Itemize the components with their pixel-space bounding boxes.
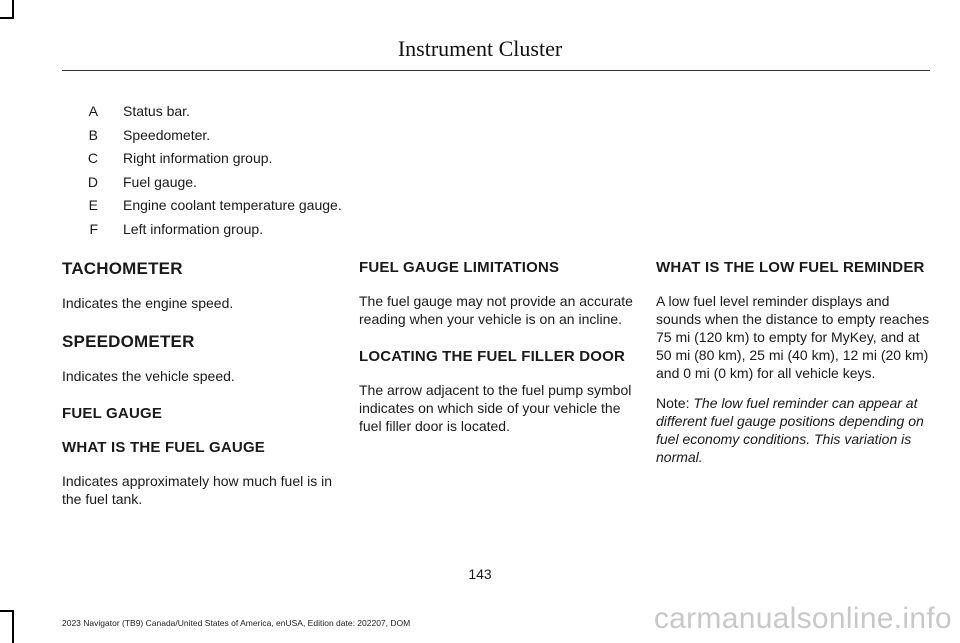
legend-item bbox=[62, 149, 382, 173]
legend-item bbox=[62, 173, 382, 197]
legend-letter: F bbox=[89, 220, 98, 237]
edition-footer: 2023 Navigator (TB9) Canada/United States of America, enUSA, Edition date: 202207, DOM bbox=[62, 618, 411, 628]
legend-letter: B bbox=[88, 126, 98, 143]
page-number: 143 bbox=[468, 566, 492, 582]
fuel-filler-door-text: The arrow adjacent to the fuel pump symbol indicates on which side of your vehicle the fuel filler door is located. bbox=[359, 382, 632, 434]
header-divider bbox=[62, 70, 930, 71]
note-text: The low fuel reminder can appear at different fuel gauge positions depending on fuel economy conditions. This variation is normal. bbox=[656, 395, 924, 465]
legend-letter: C bbox=[87, 150, 98, 166]
column-middle bbox=[359, 258, 639, 454]
figure-legend bbox=[62, 102, 382, 243]
legend-item bbox=[62, 126, 382, 150]
crop-mark-top-left-v bbox=[12, 0, 14, 18]
legend-item bbox=[62, 196, 382, 220]
legend-letter: A bbox=[88, 103, 98, 119]
crop-mark-top-left-h bbox=[0, 17, 14, 19]
tachometer-heading: TACHOMETER bbox=[62, 259, 183, 278]
legend-item bbox=[62, 102, 382, 126]
legend-text: Left information group. bbox=[123, 220, 264, 237]
legend-letter: E bbox=[88, 197, 98, 213]
page-title: Instrument Cluster bbox=[397, 36, 563, 61]
crop-mark-bottom-left-v bbox=[12, 610, 14, 643]
legend-text: Status bar. bbox=[123, 103, 190, 119]
legend-item bbox=[62, 220, 382, 244]
column-right bbox=[656, 258, 936, 485]
low-fuel-reminder-text: A low fuel level reminder displays and sounds when the distance to empty reaches 75 mi (120 km) to empty for MyKey, and at 50 mi (80 km), 25 mi (40 km), 12 mi (20 km) and 0 mi (0 km) for all vehicle keys. bbox=[656, 293, 930, 381]
fuel-gauge-limitations-heading: FUEL GAUGE LIMITATIONS bbox=[359, 259, 560, 276]
note-label: Note: bbox=[656, 395, 690, 411]
low-fuel-note bbox=[656, 394, 936, 466]
what-is-fuel-gauge-text: Indicates approximately how much fuel is in the fuel tank. bbox=[62, 473, 333, 507]
tachometer-text: Indicates the engine speed. bbox=[62, 295, 234, 311]
low-fuel-reminder-heading: WHAT IS THE LOW FUEL REMINDER bbox=[656, 259, 925, 276]
fuel-filler-door-heading: LOCATING THE FUEL FILLER DOOR bbox=[359, 348, 626, 365]
column-left bbox=[62, 258, 342, 527]
speedometer-text: Indicates the vehicle speed. bbox=[62, 368, 235, 384]
crop-mark-bottom-left-h bbox=[0, 610, 14, 612]
fuel-gauge-heading: FUEL GAUGE bbox=[62, 405, 163, 422]
legend-text: Speedometer. bbox=[123, 126, 211, 143]
speedometer-heading: SPEEDOMETER bbox=[62, 332, 195, 351]
legend-letter: D bbox=[87, 173, 98, 190]
legend-text: Right information group. bbox=[123, 150, 273, 166]
what-is-fuel-gauge-heading: WHAT IS THE FUEL GAUGE bbox=[62, 439, 266, 456]
fuel-gauge-limitations-text: The fuel gauge may not provide an accurate reading when your vehicle is on an incline. bbox=[359, 293, 633, 327]
legend-text: Fuel gauge. bbox=[123, 173, 197, 190]
watermark: carmanualsonline.info bbox=[653, 602, 952, 635]
legend-text: Engine coolant temperature gauge. bbox=[123, 197, 342, 213]
